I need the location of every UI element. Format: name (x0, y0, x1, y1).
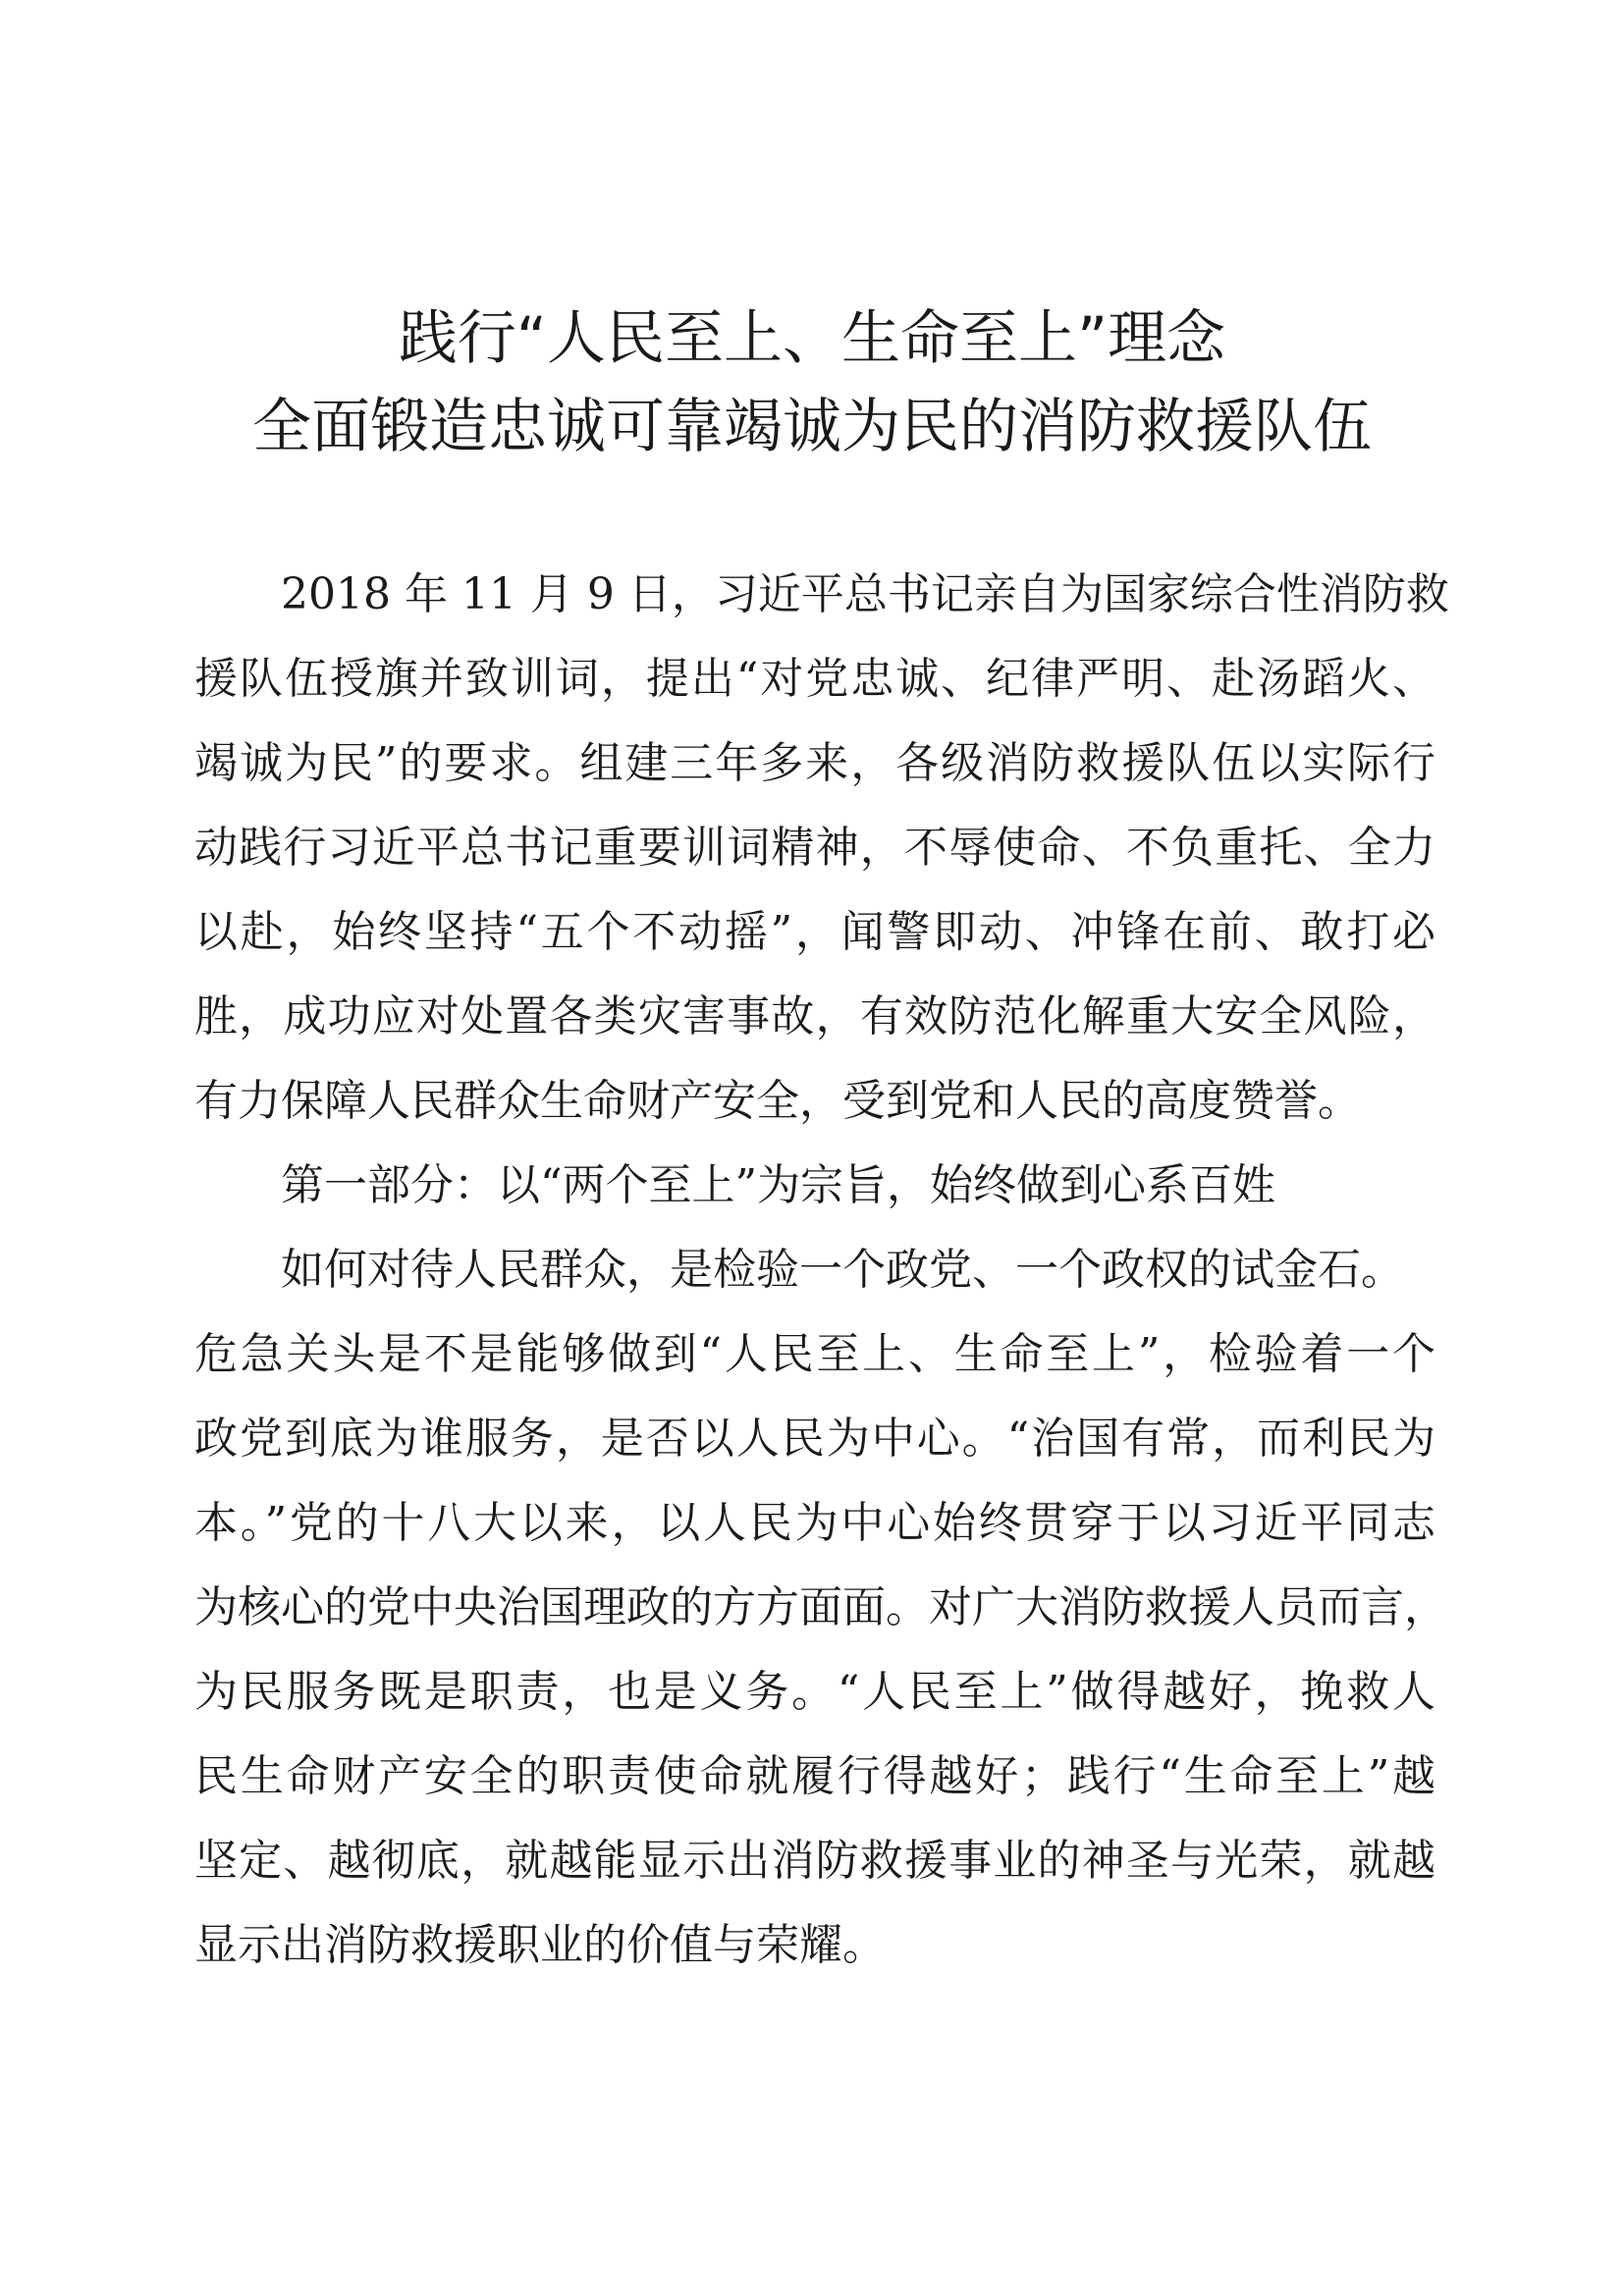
paragraph-line: 动践行习近平总书记重要训词精神，不辱使命、不负重托、全力 (194, 823, 1435, 873)
paragraph-line: 2018 年 11 月 9 日，习近平总书记亲自为国家综合性消防救 (281, 569, 1449, 619)
paragraph-line: 政党到底为谁服务，是否以人民为中心。“治国有常，而利民为 (194, 1414, 1435, 1464)
paragraph-line: 援队伍授旗并致训词，提出“对党忠诚、纪律严明、赴汤蹈火、 (194, 654, 1435, 704)
paragraph-line: 民生命财产安全的职责使命就履行得越好；践行“生命至上”越 (194, 1751, 1435, 1801)
paragraph-line: 为核心的党中央治国理政的方方面面。对广大消防救援人员而言， (194, 1582, 1447, 1632)
paragraph-line: 显示出消防救援职业的价值与荣耀。 (194, 1920, 886, 1970)
section-heading: 第一部分：以“两个至上”为宗旨，始终做到心系百姓 (281, 1160, 1275, 1210)
paragraph-line: 胜，成功应对处置各类灾害事故，有效防范化解重大安全风险， (194, 991, 1435, 1041)
article-body (194, 553, 1449, 1988)
paragraph-line: 竭诚为民”的要求。组建三年多来，各级消防救援队伍以实际行 (194, 738, 1435, 788)
paragraph-line: 为民服务既是职责，也是义务。“人民至上”做得越好，挽救人 (194, 1667, 1435, 1717)
title-line-2: 全面锻造忠诚可靠竭诚为民的消防救援队伍 (252, 393, 1372, 461)
paragraph-line: 以赴，始终坚持“五个不动摇”，闻警即动、冲锋在前、敢打必 (194, 907, 1435, 957)
paragraph-line: 有力保障人民群众生命财产安全，受到党和人民的高度赞誉。 (194, 1076, 1361, 1126)
title-line-1: 践行“人民至上、生命至上”理念 (398, 304, 1226, 373)
paragraph-line: 坚定、越彻底，就越能显示出消防救援事业的神圣与光荣，就越 (194, 1836, 1435, 1886)
paragraph-line: 本。”党的十八大以来，以人民为中心始终贯穿于以习近平同志 (194, 1498, 1435, 1548)
paragraph-line: 如何对待人民群众，是检验一个政党、一个政权的试金石。 (281, 1245, 1404, 1295)
paragraph-line: 危急关头是不是能够做到“人民至上、生命至上”，检验着一个 (194, 1329, 1435, 1379)
